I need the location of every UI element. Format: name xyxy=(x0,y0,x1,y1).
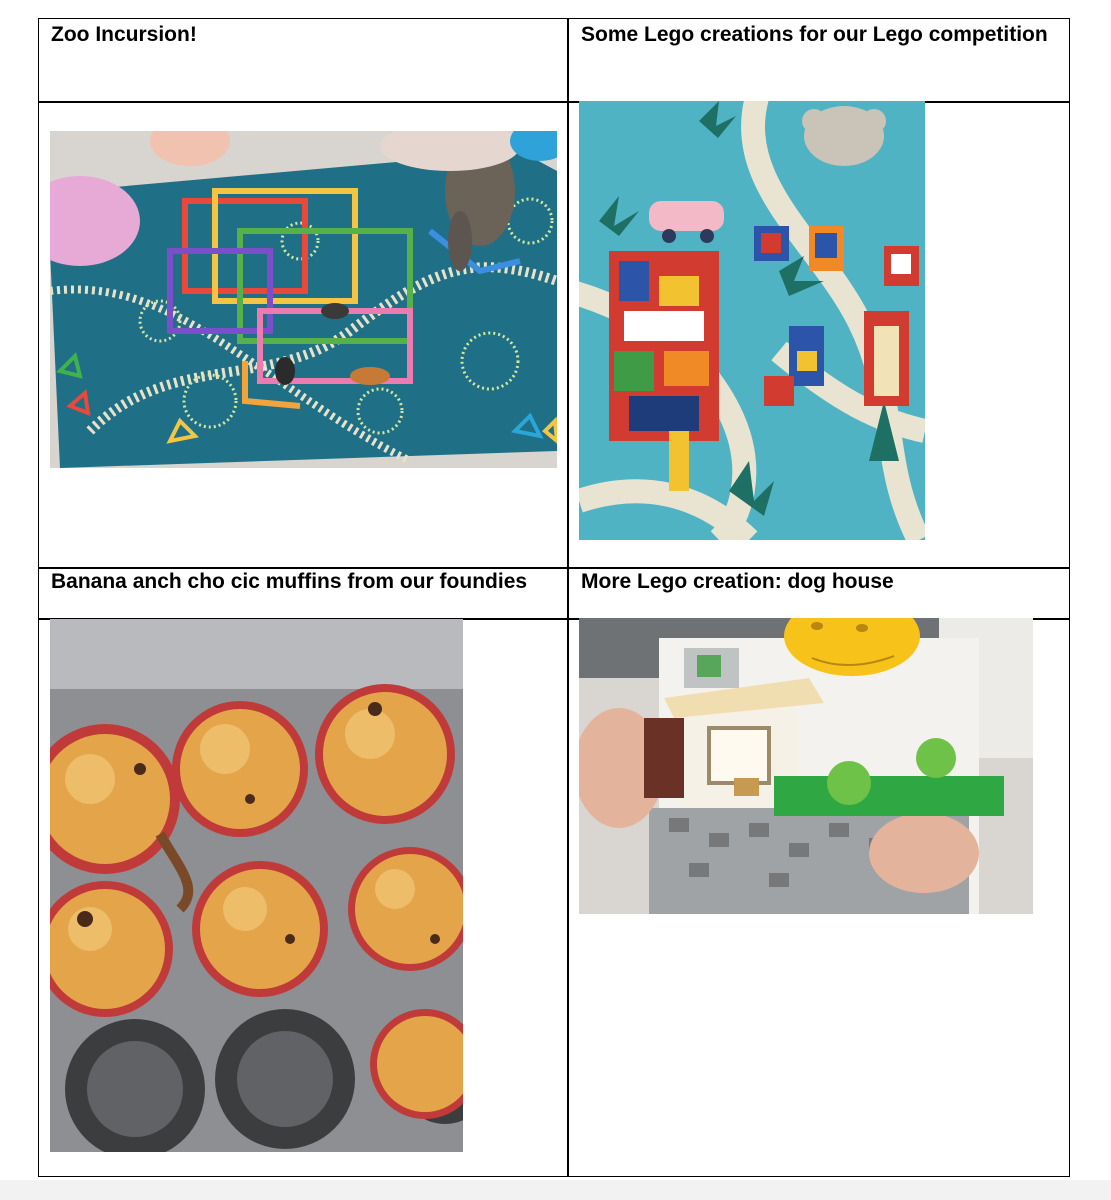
status-bar xyxy=(0,1180,1111,1200)
caption-zoo-incursion: Zoo Incursion! xyxy=(51,23,197,46)
lego-dog-house-photo xyxy=(579,618,1033,914)
muffins-photo xyxy=(50,619,463,1152)
zoo-incursion-photo xyxy=(50,131,557,468)
caption-muffins: Banana anch cho cic muffins from our foundies xyxy=(51,570,528,593)
caption-lego-dog-house: More Lego creation: dog house xyxy=(581,570,894,593)
table-divider xyxy=(567,19,569,1176)
lego-competition-photo xyxy=(579,101,925,540)
caption-lego-competition: Some Lego creations for our Lego competition xyxy=(581,23,1048,46)
